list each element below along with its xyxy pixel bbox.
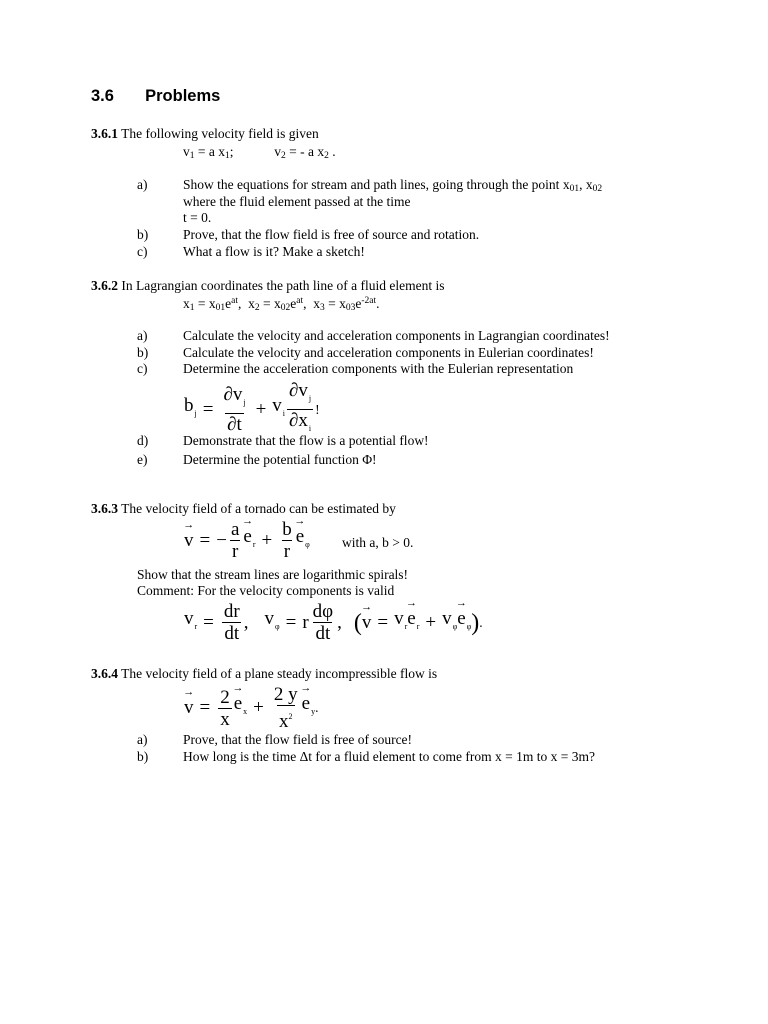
problem-comment: Comment: For the velocity components is valid xyxy=(137,583,395,598)
problem-intro: The following velocity field is given xyxy=(121,126,319,141)
problem-intro: In Lagrangian coordinates the path line of a fluid element is xyxy=(121,278,445,293)
item-label: a) xyxy=(137,328,148,343)
item-label: b) xyxy=(137,345,149,360)
problem-intro: The velocity field of a plane steady incompressible flow is xyxy=(121,666,438,681)
item-label: b) xyxy=(137,749,149,764)
field-v1: $v_1 = a$ $x_1$; xyxy=(183,144,234,161)
problem-3-6-1-intro xyxy=(91,125,319,142)
item-text: Calculate the velocity and acceleration components in Lagrangian coordinates! xyxy=(183,328,610,343)
item-text-continued: t = 0. xyxy=(183,210,212,225)
velocity-components-equation: $v_r$ = $\frac{dr}{dt}$ , $v_\varphi$ = r $\frac{d\varphi}{dt}$ , ( → v = $v_r$ → $e_r$ + $v_\varphi$ → $e_\varphi$ ) . xyxy=(184,601,483,644)
item-label: b) xyxy=(137,227,149,242)
problem-number: 3.6.3 xyxy=(91,501,118,516)
problem-number: 3.6.4 xyxy=(91,666,118,681)
item-label: c) xyxy=(137,244,148,259)
problem-number: 3.6.2 xyxy=(91,278,118,293)
problem-3-6-4-intro xyxy=(91,665,437,682)
item-label: d) xyxy=(137,433,149,448)
section-heading xyxy=(91,87,220,106)
problem-intro: The velocity field of a tornado can be estimated by xyxy=(121,501,396,516)
item-text: Prove, that the flow field is free of source! xyxy=(183,732,413,747)
item-text: Demonstrate that the flow is a potential flow! xyxy=(183,433,429,448)
item-text: Show the equations for stream and path lines, going through the point $x_{01}$, $x_{02}$ xyxy=(183,177,603,194)
item-text: How long is the time Δt for a fluid element to come from x = 1m to x = 3m? xyxy=(183,749,595,764)
path-line-equations: $x_1 = x_{01}e^{at}$, $x_2 = x_{02}e^{at}$, $x_3 = x_{03}e^{-2at}$. xyxy=(183,296,380,313)
problem-statement: Show that the stream lines are logarithmic spirals! xyxy=(137,567,409,582)
item-label: c) xyxy=(137,361,148,376)
item-label: a) xyxy=(137,177,148,192)
section-title: Problems xyxy=(145,87,221,105)
tornado-velocity-equation: → v = − $\frac{a}{r}$ → $e_r$ + $\frac{b}{r}$ → $e_\varphi$ xyxy=(184,519,310,562)
item-text: Prove, that the flow field is free of source and rotation. xyxy=(183,227,480,242)
velocity-field-definition xyxy=(183,143,336,160)
item-text: What a flow is it? Make a sketch! xyxy=(183,244,365,259)
problem-number: 3.6.1 xyxy=(91,126,118,141)
item-text: Determine the potential function Φ! xyxy=(183,452,377,467)
parameter-condition: with a, b > 0. xyxy=(342,535,414,550)
plane-flow-velocity-equation: → v = $\frac{2}{x}$ → $e_x$ + $\frac{2 y}{x^2}$ → $e_y$ . xyxy=(184,684,318,732)
section-number: 3.6 xyxy=(91,87,114,105)
acceleration-equation: $b_j$ = $\frac{\partial v_j}{\partial t}$ + $v_i$ $\frac{\partial v_j}{\partial x_i}$ ! xyxy=(184,380,320,439)
item-text-continued: where the fluid element passed at the time xyxy=(183,194,411,209)
item-label: e) xyxy=(137,452,148,467)
item-label: a) xyxy=(137,732,148,747)
item-text: Calculate the velocity and acceleration components in Eulerian coordinates! xyxy=(183,345,594,360)
field-v2: $v_2$ = - a $x_2$ . xyxy=(274,144,336,161)
problem-3-6-2-intro xyxy=(91,277,445,294)
item-text: Determine the acceleration components with the Eulerian representation xyxy=(183,361,574,376)
